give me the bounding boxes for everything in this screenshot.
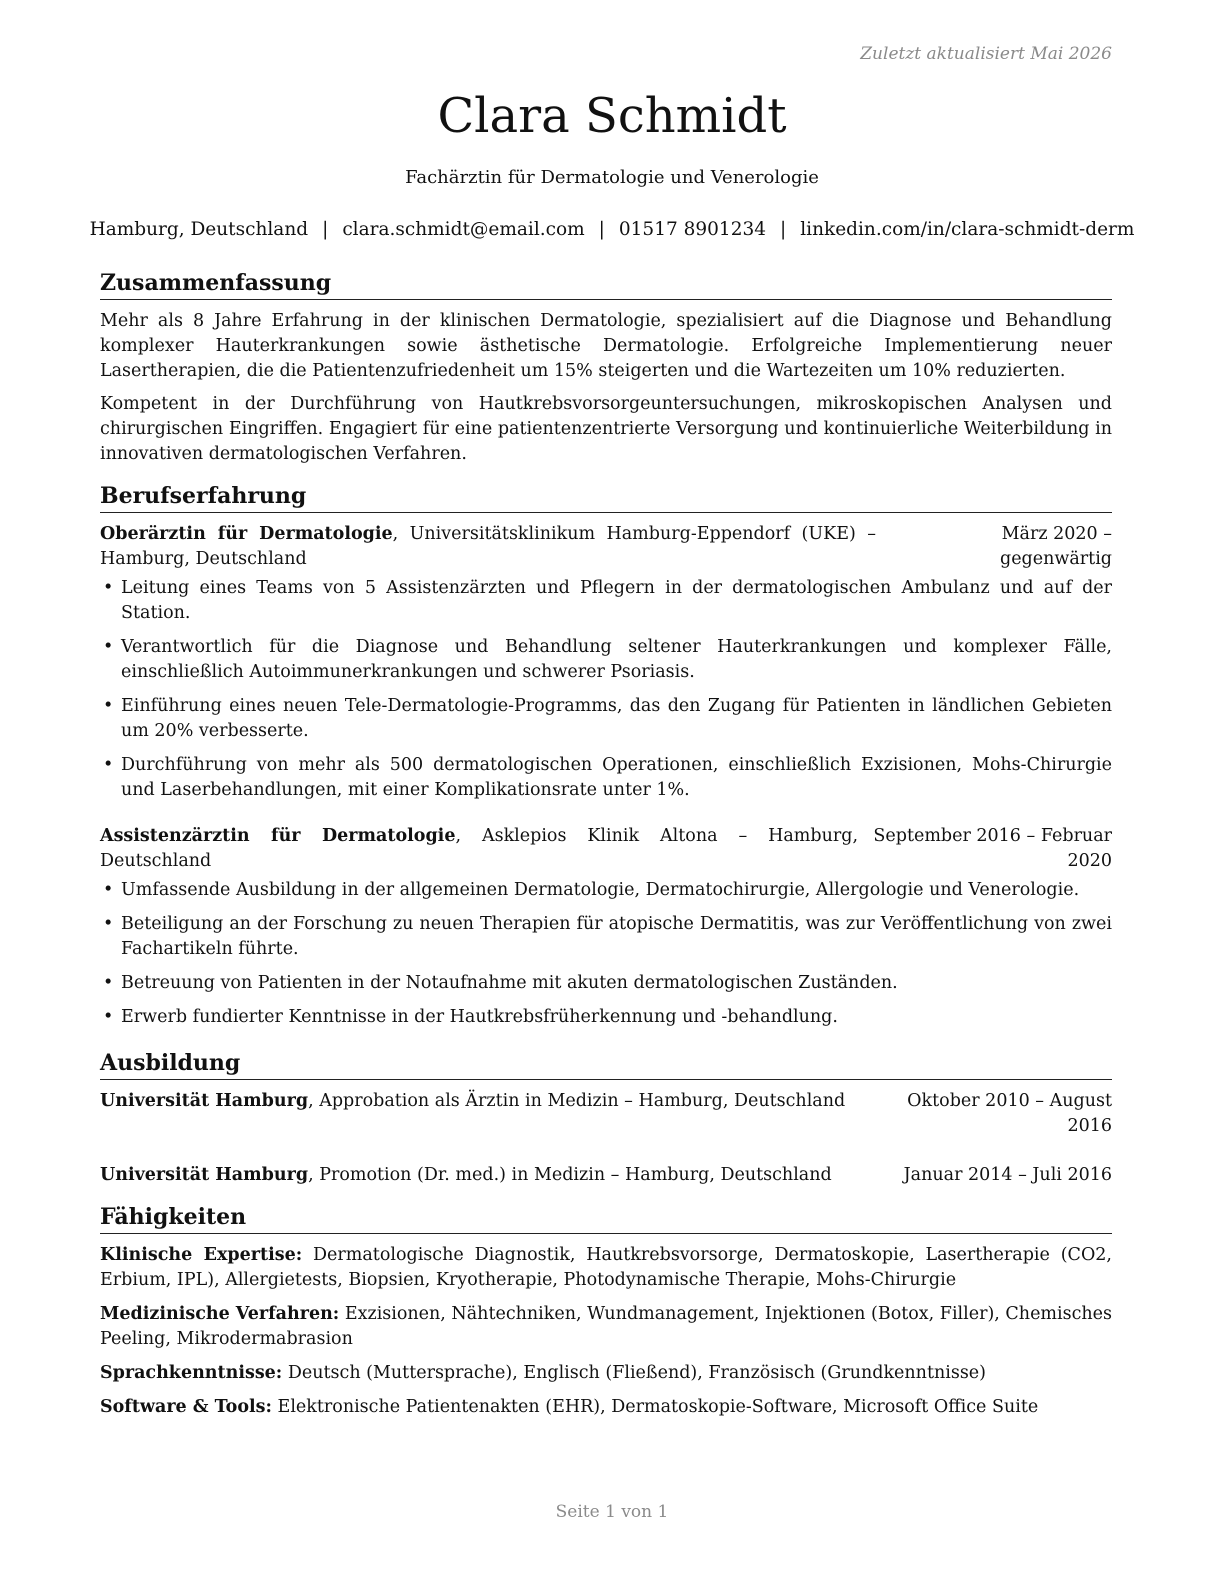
summary-paragraph: Kompetent in der Durchführung von Hautkrebsvorsorgeuntersuchungen, mikroskopischen Analysen und chirurgischen Eingriffen. Engagiert für eine patientenzentrierte Versorgung und kontinuierliche Weiterbildung in innovativen dermatologischen Verfahren.	[100, 394, 1112, 464]
job-header	[100, 522, 1112, 572]
skill-line	[100, 1243, 1112, 1293]
skill-label: Software & Tools:	[100, 1397, 272, 1417]
job-entry	[100, 522, 1112, 803]
education-section	[100, 1048, 1112, 1188]
contact-location: Hamburg, Deutschland	[89, 219, 309, 240]
skills-section	[100, 1202, 1112, 1420]
skill-line	[100, 1395, 1112, 1420]
bullet-icon: •	[103, 973, 114, 993]
job-bullets	[100, 576, 1112, 803]
job-entry	[100, 824, 1112, 1030]
job-bullets	[100, 878, 1112, 1030]
page-number: Seite 1 von 1	[555, 1502, 669, 1522]
summary-heading: Zusammenfassung	[100, 268, 1112, 300]
contact-separator: |	[780, 219, 787, 240]
education-detail: , Approbation als Ärztin in Medizin – Hamburg, Deutschland	[308, 1091, 846, 1111]
job-title: Assistenzärztin für Dermatologie	[100, 826, 456, 846]
education-dates: Oktober 2010 – August 2016	[907, 1091, 1112, 1136]
list-item: • Durchführung von mehr als 500 dermatologischen Operationen, einschließlich Exzisionen, Mohs-Chirurgie und Laserbehandlungen, mit einer Komplikationsrate unter 1%.	[103, 755, 1112, 800]
last-updated: Zuletzt aktualisiert Mai 2026	[860, 44, 1112, 64]
job-title: Oberärztin für Dermatologie	[100, 524, 393, 544]
skill-label: Medizinische Verfahren:	[100, 1304, 340, 1324]
education-school: Universität Hamburg	[100, 1091, 309, 1111]
education-heading: Ausbildung	[100, 1048, 1112, 1080]
bullet-icon: •	[103, 880, 114, 900]
skill-label: Klinische Expertise:	[100, 1245, 303, 1265]
candidate-name: Clara Schmidt	[437, 88, 787, 144]
list-item: • Verantwortlich für die Diagnose und Behandlung seltener Hauterkrankungen und komplexer Fälle, einschließlich Autoimmunerkrankungen und schwerer Psoriasis.	[103, 637, 1112, 682]
resume-content	[100, 268, 1112, 1420]
list-item: • Erwerb fundierter Kenntnisse in der Hautkrebsfrüherkennung und -behandlung.	[100, 1005, 1112, 1030]
summary-paragraph: Mehr als 8 Jahre Erfahrung in der klinischen Dermatologie, spezialisiert auf die Diagnose und Behandlung komplexer Hauterkrankungen sowie ästhetische Dermatologie. Erfolgreiche Implementierung neuer Lasertherapien, die die Patientenzufriedenheit um 15% steigerten und die Wartezeiten um 10% reduzierten.	[100, 311, 1112, 381]
experience-heading: Berufserfahrung	[100, 481, 1112, 513]
contact-phone[interactable]: 01517 8901234	[618, 219, 767, 240]
skill-label: Sprachkenntnisse:	[100, 1363, 283, 1383]
job-dates: September 2016 – Februar 2020	[873, 826, 1112, 871]
list-item: • Beteiligung an der Forschung zu neuen Therapien für atopische Dermatitis, was zur Veröffentlichung von zwei Fachartikeln führte.	[103, 914, 1112, 959]
skill-text: Elektronische Patientenakten (EHR), Dermatoskopie-Software, Microsoft Office Suite	[271, 1397, 1039, 1417]
contact-separator: |	[598, 219, 605, 240]
skill-text: Deutsch (Muttersprache), Englisch (Fließend), Französisch (Grundkenntnisse)	[282, 1363, 986, 1383]
bullet-icon: •	[103, 578, 114, 598]
bullet-icon: •	[103, 637, 114, 657]
experience-section	[100, 481, 1112, 1030]
skill-line	[100, 1302, 1112, 1352]
job-org: , Universitätsklinikum Hamburg-Eppendorf (UKE) – Hamburg, Deutschland	[100, 524, 876, 569]
contact-separator: |	[322, 219, 329, 240]
education-entry	[100, 1089, 1112, 1139]
summary-section	[100, 268, 1112, 467]
bullet-icon: •	[103, 755, 114, 775]
education-entry	[100, 1163, 1112, 1188]
candidate-title: Fachärztin für Dermatologie und Venerologie	[405, 167, 819, 188]
bullet-icon: •	[103, 914, 114, 934]
list-item: • Umfassende Ausbildung in der allgemeinen Dermatologie, Dermatochirurgie, Allergologie und Venerologie.	[100, 878, 1112, 903]
skill-line	[100, 1361, 1112, 1386]
job-org: , Asklepios Klinik Altona – Hamburg, Deutschland	[100, 826, 859, 871]
education-detail: , Promotion (Dr. med.) in Medizin – Hamburg, Deutschland	[308, 1165, 832, 1185]
contact-linkedin[interactable]: linkedin.com/in/clara-schmidt-derm	[800, 219, 1135, 240]
job-dates: März 2020 – gegenwärtig	[1000, 524, 1112, 569]
education-dates: Januar 2014 – Juli 2016	[903, 1165, 1112, 1185]
skill-text: Dermatologische Diagnostik, Hautkrebsvorsorge, Dermatoskopie, Lasertherapie (CO2, Erbium, IPL), Allergietests, Biopsien, Kryotherapie, Photodynamische Therapie, Mohs-Chirurgie	[100, 1245, 1112, 1290]
bullet-icon: •	[103, 1007, 114, 1027]
skills-heading: Fähigkeiten	[100, 1202, 1112, 1234]
skill-text: Exzisionen, Nähtechniken, Wundmanagement, Injektionen (Botox, Filler), Chemisches Peeling, Mikrodermabrasion	[100, 1304, 1113, 1349]
contact-line	[0, 219, 1224, 240]
bullet-icon: •	[103, 696, 114, 716]
job-header	[100, 824, 1112, 874]
list-item: • Betreuung von Patienten in der Notaufnahme mit akuten dermatologischen Zuständen.	[100, 971, 1112, 996]
list-item: • Leitung eines Teams von 5 Assistenzärzten und Pflegern in der dermatologischen Ambulanz und auf der Station.	[103, 578, 1112, 623]
education-school: Universität Hamburg	[100, 1165, 309, 1185]
contact-email[interactable]: clara.schmidt@email.com	[342, 219, 585, 240]
list-item: • Einführung eines neuen Tele-Dermatologie-Programms, das den Zugang für Patienten in ländlichen Gebieten um 20% verbesserte.	[103, 696, 1112, 741]
